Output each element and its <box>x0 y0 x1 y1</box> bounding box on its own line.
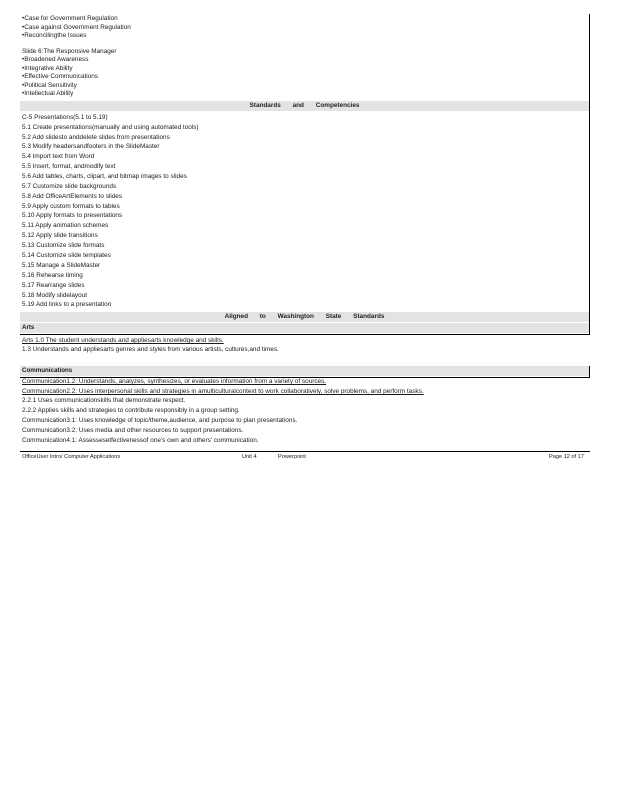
list-item: 5.6 Add tables, charts, clipart, and bitmap images to slides <box>22 173 187 180</box>
footer-course: OfficeUser Intro/ Computer Applications <box>22 454 121 460</box>
list-item: •Intellectual Ability <box>22 90 74 97</box>
arts-substandard: 1.3 Understands and appliesarts genres and styles from various artists, cultures,and times. <box>22 346 279 353</box>
aligned-standards-band <box>20 312 589 322</box>
list-item: •Case against Government Regulation <box>22 24 131 31</box>
list-item: •Political Sensitivity <box>22 82 77 89</box>
list-item: 2.2.1 Uses communicationskills that demonstrate respect. <box>22 397 186 404</box>
band-word: Washington <box>277 313 314 320</box>
list-item: Communication2.2: Uses interpersonal skills and strategies in amulticulturalcontext to work collaboratively, solve problems, and perform tasks. <box>22 388 424 395</box>
list-item: Communication3.2: Uses media and other resources to support presentations. <box>22 427 244 434</box>
list-item: 5.12 Apply slide transitions <box>22 232 98 239</box>
list-item: Communication3.1: Uses knowledge of topic/theme,audience, and purpose to plan presentations. <box>22 417 298 424</box>
list-item: 5.11 Apply animation schemes <box>22 222 109 229</box>
footer-unit: Unit 4 <box>242 454 257 460</box>
list-item: Communication4.1: Assessesetfectivenessof one's own and others' communication. <box>22 437 259 444</box>
footer-topic: Powerpoint <box>278 454 306 460</box>
standards-header-band <box>20 101 589 111</box>
list-item: 2.2.2 Applies skills and strategies to contribute responsibly in a group setting. <box>22 407 240 414</box>
list-item: 5.8 Add OfficeArtElements to slides <box>22 193 123 200</box>
slide-title: Slide 6:The Responsive Manager <box>22 48 117 55</box>
list-item: •Case for Government Regulation <box>22 15 118 22</box>
section-divider <box>20 334 590 335</box>
list-item: •Broadened Awareness <box>22 56 89 63</box>
table-right-border <box>589 14 590 334</box>
list-item: •Effective Communications <box>22 73 98 80</box>
list-item: 5.14 Customize slide templates <box>22 252 111 259</box>
list-item: 5.9 Apply custom formats to tables <box>22 203 120 210</box>
list-item: 5.10 Apply formats to presentations <box>22 212 123 219</box>
list-item: •Integrative Ability <box>22 65 73 72</box>
list-item: C-5 Presentations(5.1 to 5.19) <box>22 114 108 121</box>
footer-page-number: Page 12 of 17 <box>549 454 584 460</box>
band-word: Standards <box>353 313 385 320</box>
list-item: 5.4 Import text from Word <box>22 153 95 160</box>
list-item: 5.1 Create presentations(manually and using automated tools) <box>22 124 199 131</box>
band-word: Standards <box>249 102 281 109</box>
list-item: 5.17 Rearrange slides <box>22 282 85 289</box>
arts-standard: Arts 1.0 The student understands and appliesarts knowledge and skills. <box>22 337 224 344</box>
communications-section-label: Communications <box>20 366 589 376</box>
band-word: Competencies <box>315 102 360 109</box>
list-item: •Reconcilingthe Issues <box>22 32 87 39</box>
list-item: 5.5 Insert, format, andmodify text <box>22 163 116 170</box>
arts-section-label: Arts <box>20 323 589 333</box>
list-item: 5.19 Add links to a presentation <box>22 301 112 308</box>
list-item: Communication1.2: Understands, analyzes, synthesizes, or evaluates information from a variety of sources. <box>22 378 327 385</box>
list-item: 5.15 Manage a SlideMaster <box>22 262 101 269</box>
list-item: 5.7 Customize slide backgrounds <box>22 183 117 190</box>
list-item: 5.13 Customize slide formats <box>22 242 105 249</box>
band-word: Aligned <box>224 313 249 320</box>
list-item: 5.18 Modify slidelayout <box>22 292 88 299</box>
list-item: 5.16 Rehearse timing <box>22 272 83 279</box>
list-item: 5.2 Add slidesto anddelete slides from presentations <box>22 134 170 141</box>
footer-rule <box>20 451 590 452</box>
list-item: 5.3 Modify headersandfooters in the SlideMaster <box>22 143 160 150</box>
band-word: and <box>292 102 304 109</box>
band-word: State <box>325 313 342 320</box>
band-word: to <box>259 313 266 320</box>
